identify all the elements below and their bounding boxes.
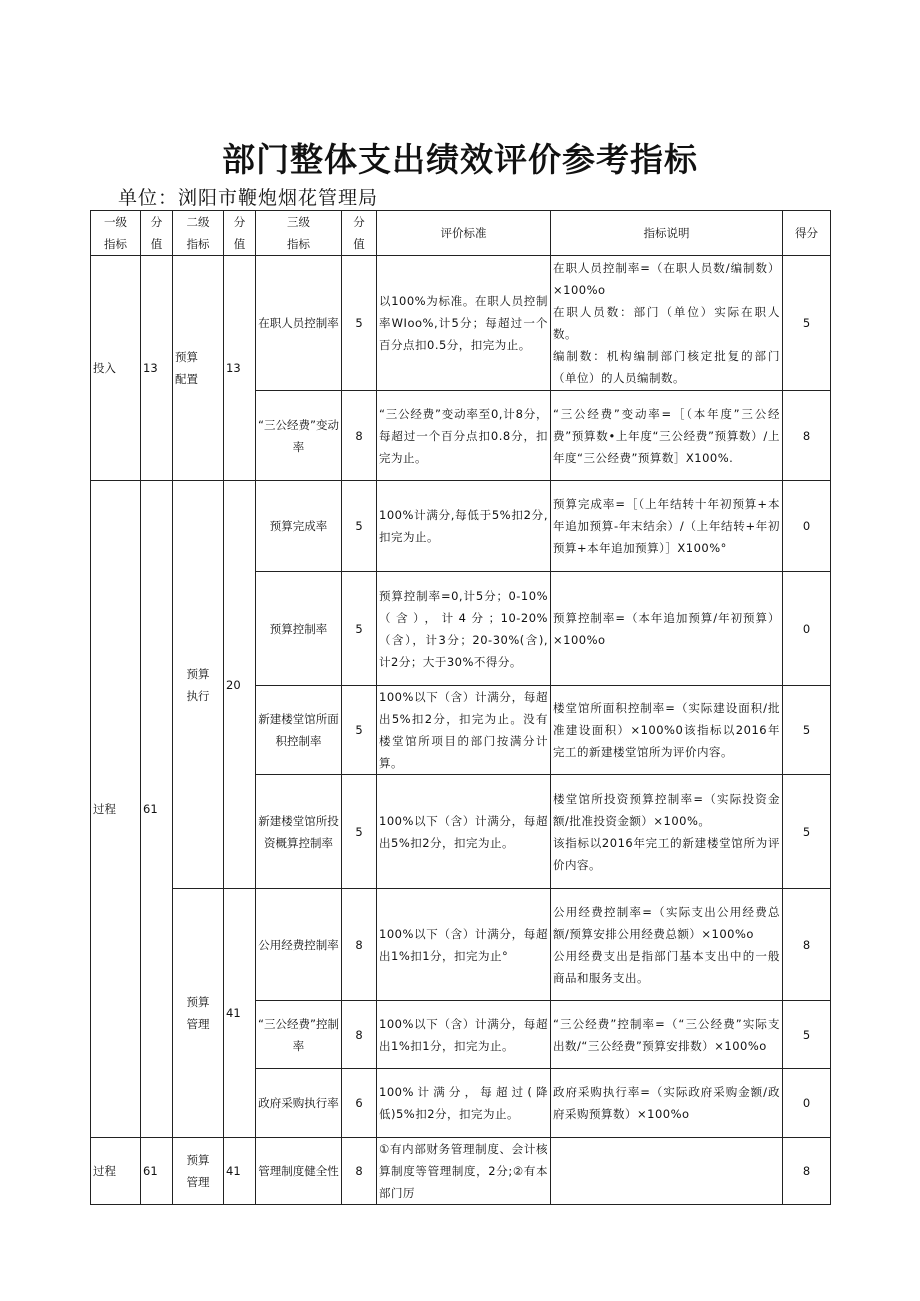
explanation-cell [551,1138,783,1205]
table-row [91,256,831,391]
indicator-name: 预算控制率 [256,572,342,686]
criteria-cell: ①有内部财务管理制度、会计核算制度等管理制度，2分;②有本部门厉 [377,1138,551,1205]
explanation-cell: 预算控制率=（本年追加预算/年初预算）×100%o [551,572,783,686]
criteria-cell: 100%以下（含）计满分，每超出1%扣1分，扣完为止° [377,889,551,1001]
unit-label: 单位：浏阳市鞭炮烟花管理局 [118,187,379,209]
group-level2: 预算 执行 [173,481,224,889]
table-row [91,1138,831,1205]
indicator-name: 管理制度健全性 [256,1138,342,1205]
indicator-name: 新建楼堂馆所投资概算控制率 [256,775,342,889]
table-row [91,481,831,572]
indicator-name: 政府采购执行率 [256,1069,342,1138]
group-level2-score: 41 [224,889,256,1138]
criteria-cell: “三公经费”变动率至0,计8分，每超过一个百分点扣0.8分，扣完为止。 [377,391,551,481]
result-cell: 5 [783,1001,831,1069]
group-level2: 预算 管理 [173,889,224,1138]
table-row [91,889,831,1001]
group-level1-score: 61 [141,481,173,1138]
header-result: 得分 [783,211,831,256]
criteria-cell: 100%以下（含）计满分，每超出5%扣2分，扣完为止。 [377,775,551,889]
group-level1: 投入 [91,256,141,481]
header-level2: 二级 指标 [173,211,224,256]
group-level1: 过程 [91,1138,141,1205]
explanation-cell: 在职人员控制率=（在职人员数/编制数）×100%o 在职人员数：部门（单位）实际在职人数。 编制数：机构编制部门核定批复的部门（单位）的人员编制数。 [551,256,783,391]
criteria-cell: 预算控制率=0,计5分；0-10%（含），计4分；10-20%（含），计3分；20-30%(含),计2分；大于30%不得分。 [377,572,551,686]
explanation-cell: 预算完成率=［（上年结转十年初预算+本年追加预算-年末结余）/（上年结转+年初预算+本年追加预算）］X100%° [551,481,783,572]
explanation-cell: 楼堂馆所投资预算控制率=（实际投资金额/批准投资金额）×100%。 该指标以2016年完工的新建楼堂馆所为评价内容。 [551,775,783,889]
header-level1: 一级 指标 [91,211,141,256]
header-level3: 三级 指标 [256,211,342,256]
result-cell: 5 [783,775,831,889]
explanation-cell: “三公经费”控制率=（“三公经费”实际支出数/“三公经费”预算安排数）×100%o [551,1001,783,1069]
indicator-score: 8 [342,1138,377,1205]
criteria-cell: 100%以下（含）计满分，每超出5%扣2分，扣完为止。没有楼堂馆所项目的部门按满分计算。 [377,686,551,775]
indicator-score: 8 [342,1001,377,1069]
indicator-name: 公用经费控制率 [256,889,342,1001]
result-cell: 0 [783,1069,831,1138]
criteria-cell: 100%计满分,每低于5%扣2分,扣完为止。 [377,481,551,572]
group-level2-score: 13 [224,256,256,481]
page-title: 部门整体支出绩效评价参考指标 [222,140,698,179]
indicator-score: 5 [342,775,377,889]
indicator-name: “三公经费”变动率 [256,391,342,481]
indicator-score: 6 [342,1069,377,1138]
criteria-cell: 100%计满分，每超过(降低)5%扣2分，扣完为止。 [377,1069,551,1138]
group-level2-score: 20 [224,481,256,889]
indicator-score: 8 [342,889,377,1001]
indicator-table [90,210,831,1205]
criteria-cell: 以100%为标准。在职人员控制率WIoo%,计5分；每超过一个百分点扣0.5分，扣完为止。 [377,256,551,391]
explanation-cell: “三公经费”变动率=［（本年度”三公经费”预算数•上年度“三公经费”预算数）/上年度“三公经费”预算数］X100%. [551,391,783,481]
indicator-score: 5 [342,572,377,686]
result-cell: 0 [783,572,831,686]
indicator-name: “三公经费”控制率 [256,1001,342,1069]
header-criteria: 评价标准 [377,211,551,256]
indicator-score: 8 [342,391,377,481]
group-level2: 预算 配置 [173,256,224,481]
result-cell: 5 [783,686,831,775]
indicator-name: 在职人员控制率 [256,256,342,391]
result-cell: 5 [783,256,831,391]
indicator-name: 新建楼堂馆所面积控制率 [256,686,342,775]
indicator-score: 5 [342,686,377,775]
group-level2-score: 41 [224,1138,256,1205]
criteria-cell: 100%以下（含）计满分，每超出1%扣1分，扣完为止。 [377,1001,551,1069]
header-row [91,211,831,256]
indicator-score: 5 [342,256,377,391]
indicator-score: 5 [342,481,377,572]
result-cell: 8 [783,889,831,1001]
result-cell: 0 [783,481,831,572]
explanation-cell: 楼堂馆所面积控制率=（实际建设面积/批准建设面积）×100%0该指标以2016年完工的新建楼堂馆所为评价内容。 [551,686,783,775]
header-score1: 分 值 [141,211,173,256]
header-score3: 分 值 [342,211,377,256]
result-cell: 8 [783,391,831,481]
indicator-name: 预算完成率 [256,481,342,572]
group-level2: 预算 管理 [173,1138,224,1205]
header-score2: 分 值 [224,211,256,256]
explanation-cell: 政府采购执行率=（实际政府采购金额/政府采购预算数）×100%o [551,1069,783,1138]
group-level1-score: 61 [141,1138,173,1205]
explanation-cell: 公用经费控制率=（实际支出公用经费总额/预算安排公用经费总额）×100%o 公用经费支出是指部门基本支出中的一般商品和服务支出。 [551,889,783,1001]
group-level1-score: 13 [141,256,173,481]
result-cell: 8 [783,1138,831,1205]
header-explanation: 指标说明 [551,211,783,256]
group-level1: 过程 [91,481,141,1138]
